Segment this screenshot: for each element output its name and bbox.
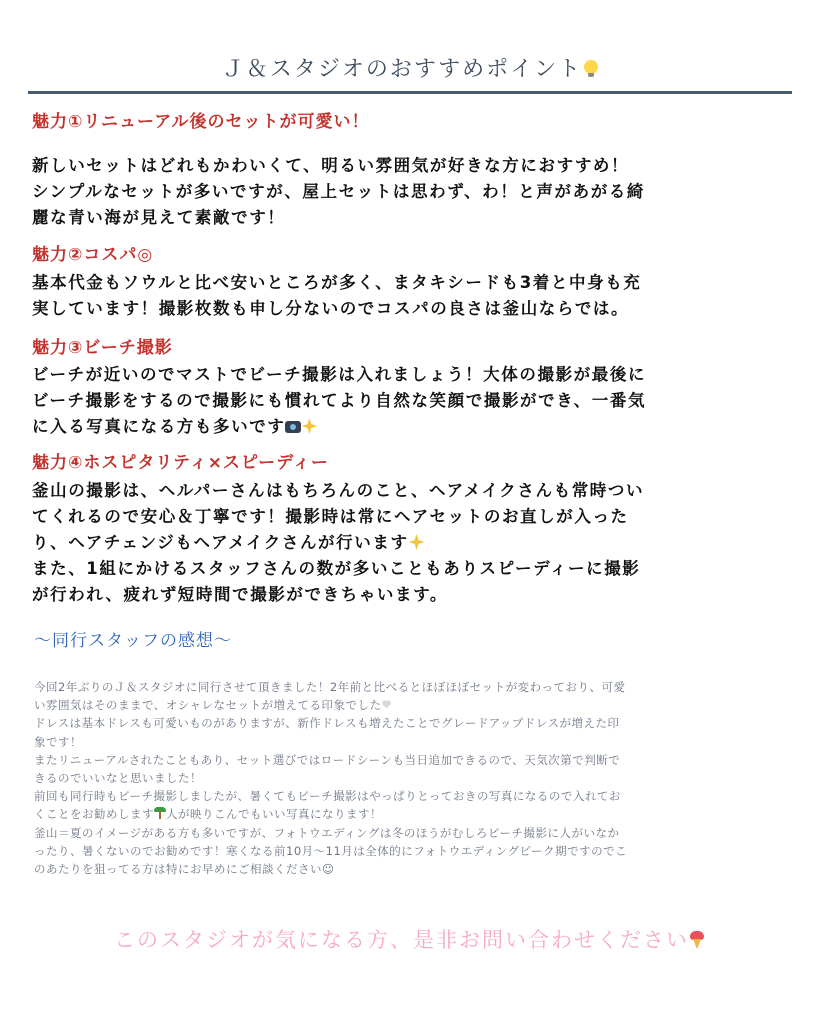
contact-cta: [0, 924, 819, 954]
body-line: 釜山の撮影は、ヘルパーさんはもちろんのこと、ヘアメイクさんも常時つい: [32, 481, 645, 500]
staff-section-title: 〜同行スタッフの感想〜: [34, 631, 232, 651]
palm-tree-icon: [154, 807, 166, 819]
section-heading-1: 魅力①リニューアル後のセットが可愛い！: [32, 112, 370, 132]
body-line: ビーチ撮影をするので撮影にも慣れてより自然な笑顔で撮影ができ、一番気: [32, 391, 647, 410]
section-heading-2: 魅力②コスパ◎: [32, 245, 154, 265]
staff-line: またリニューアルされたこともあり、セット選びではロードシーンも当日追加できるので、天気次第で判断で: [34, 752, 621, 767]
staff-line-with-icon: [34, 805, 794, 823]
sparkle-icon: [301, 418, 317, 434]
staff-line: のあたりを狙ってる方は特にお早めにご相談ください☺: [34, 862, 335, 877]
body-line: が行われ、疲れず短時間で撮影ができちゃいます。: [32, 585, 448, 604]
camera-icon: [285, 421, 301, 433]
section-heading-3: 魅力③ビーチ撮影: [32, 338, 173, 358]
staff-comments: [34, 678, 794, 878]
staff-line: 今回2年ぶりのＪ＆スタジオに同行させて頂きました！2年前と比べるとほぼほぼセットが変わっており、可愛: [34, 680, 626, 694]
staff-line: 釜山＝夏のイメージがある方も多いですが、フォトウエディングは冬のほうがむしろビーチ撮影に人がいなか: [34, 825, 620, 840]
body-line: 実しています！撮影枚数も申し分ないのでコスパの良さは釜山ならでは。: [32, 299, 630, 318]
contact-cta-text: このスタジオが気になる方、是非お問い合わせください: [114, 928, 689, 952]
staff-line: ったり、暑くないのでお勧めです！寒くなる前10月〜11月は全体的にフォトウエディングピーク期ですのでこ: [34, 843, 628, 858]
body-line: シンプルなセットが多いですが、屋上セットは思わず、わ！と声があがる綺: [32, 182, 646, 201]
body-line-text: り、ヘアチェンジもヘアメイクさんが行います: [32, 533, 409, 552]
white-heart-icon: [382, 701, 391, 709]
section-body-4: [32, 478, 772, 608]
body-line-with-icons: [32, 414, 772, 440]
header: [28, 48, 792, 94]
page-title: [28, 52, 792, 83]
staff-line: ドレスは基本ドレスも可愛いものがありますが、新作ドレスも増えたことでグレードアップドレスが増えた印: [34, 716, 620, 731]
body-line: てくれるので安心＆丁寧です！撮影時は常にヘアセットのお直しが入った: [32, 507, 629, 526]
section-heading-4: 魅力④ホスピタリティ×スピーディー: [32, 453, 329, 473]
staff-line: きるのでいいなと思いました！: [34, 771, 202, 786]
section-body-2: [32, 270, 772, 322]
bouquet-icon: [689, 931, 705, 949]
body-line: ビーチが近いのでマストでビーチ撮影は入れましょう！大体の撮影が最後に: [32, 365, 647, 384]
lightbulb-icon: [584, 60, 598, 74]
staff-line-text: い雰囲気はそのままで、オシャレなセットが増えてる印象でした: [34, 698, 382, 713]
body-line-text: に入る写真になる方も多いです: [32, 417, 286, 436]
sparkle-icon: [409, 534, 425, 550]
section-body-3: [32, 362, 772, 440]
body-line: 新しいセットはどれもかわいくて、明るい雰囲気が好きな方におすすめ！: [32, 156, 630, 175]
header-divider: [28, 91, 792, 94]
staff-line-text: 人が映りこんでもいい写真になります！: [166, 807, 382, 822]
body-line-with-icons: [32, 530, 772, 556]
staff-line: 前回も同行時もビーチ撮影しましたが、暑くてもビーチ撮影はやっぱりとっておきの写真になるので入れてお: [34, 789, 621, 804]
body-line: 基本代金もソウルと比べ安いところが多く、まタキシードも3着と中身も充: [32, 273, 642, 292]
section-body-1: [32, 153, 772, 231]
staff-line-with-icon: [34, 696, 794, 714]
staff-line: 象です！: [34, 734, 82, 749]
page-title-text: Ｊ＆スタジオのおすすめポイント: [221, 57, 583, 82]
body-line: 麗な青い海が見えて素敵です！: [32, 208, 286, 227]
staff-line-text: くことをお勧めします: [34, 807, 154, 822]
body-line: また、1組にかけるスタッフさんの数が多いこともありスピーディーに撮影: [32, 559, 641, 578]
